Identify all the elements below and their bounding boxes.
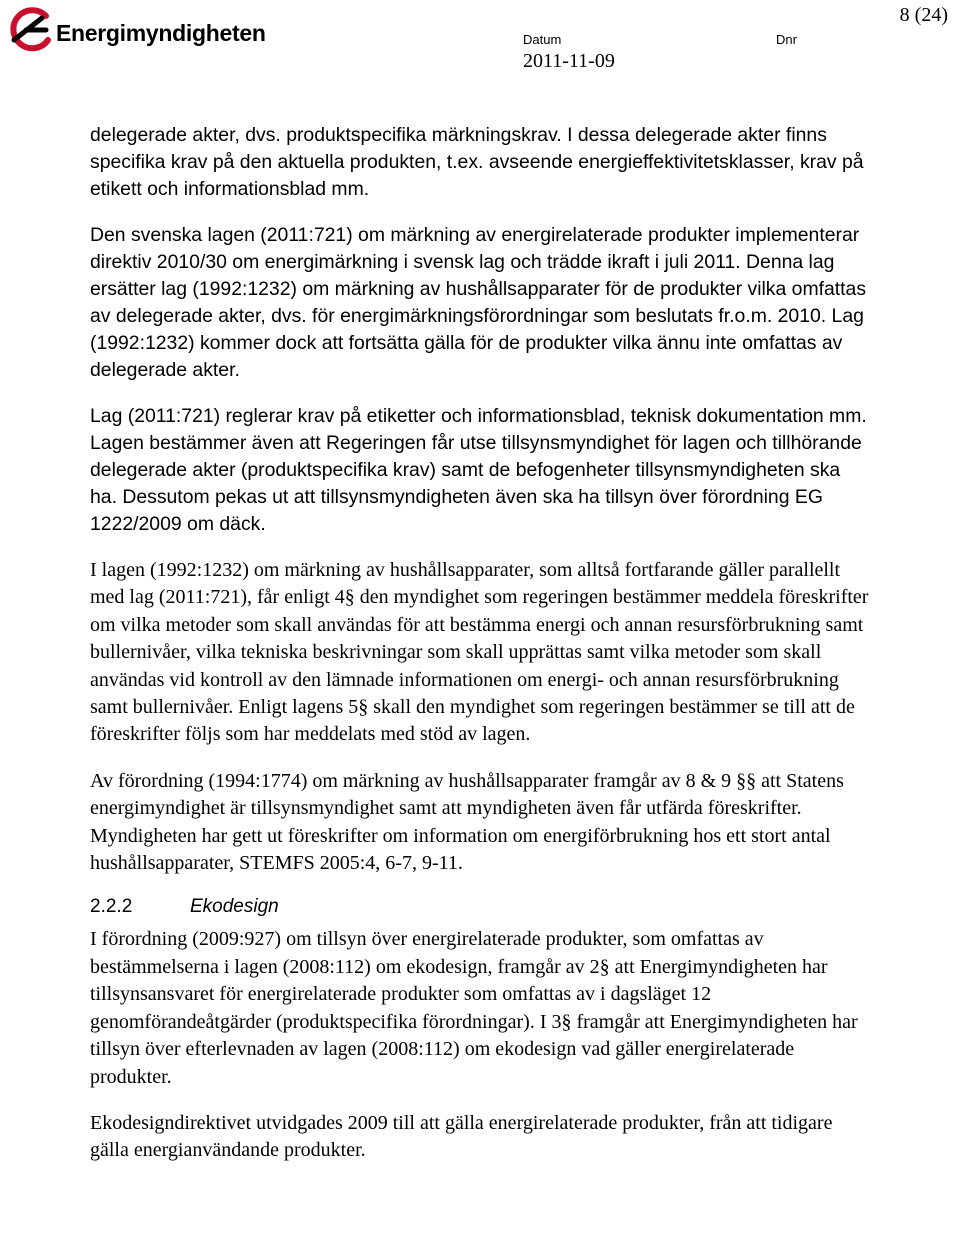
paragraph-1: delegerade akter, dvs. produktspecifika märkningskrav. I dessa delegerade akter finns specifika krav på den aktuella produkten, t.ex. avseende energieffektivitetsklasser, krav på etikett och informationsblad mm. xyxy=(90,124,864,200)
paragraph-3: Lag (2011:721) reglerar krav på etiketter och informationsblad, teknisk dokumentation mm. Lagen bestämmer även att Regeringen får utse tillsynsmyndighet för lagen och tillhörande delegerade akter (produktspecifika krav) samt de befogenheter tillsynsmyndigheten ska ha. Dessutom pekas ut att tillsynsmyndigheten även ska ha tillsyn över förordning EG 1222/2009 om däck. xyxy=(90,405,867,535)
logo-text: Energimyndigheten xyxy=(56,19,266,46)
section-title: Ekodesign xyxy=(190,896,279,918)
date-label: Datum xyxy=(523,32,562,47)
page-header xyxy=(0,0,960,80)
paragraph-2: Den svenska lagen (2011:721) om märkning av energirelaterade produkter implementerar direktiv 2010/30 om energimärkning i svensk lag och trädde ikraft i juli 2011. Denna lag ersätter lag (1992:1232) om märkning av hushållsapparater för de produkter vilka omfattas av delegerade akter, dvs. för energimärkningsförordningar som beslutats fr.o.m. 2010. Lag (1992:1232) kommer dock att fortsätta gälla för de produkter vilka ännu inte omfattas av delegerade akter. xyxy=(90,224,867,381)
section-heading xyxy=(90,896,870,918)
document-body xyxy=(90,122,870,1184)
dnr-label: Dnr xyxy=(776,32,797,47)
page-number: 8 (24) xyxy=(899,4,948,26)
date-value: 2011-11-09 xyxy=(523,50,615,72)
paragraph-7: Ekodesigndirektivet utvidgades 2009 till att gälla energirelaterade produkter, från att tidigare gälla energianvändande produkter. xyxy=(90,1111,833,1162)
logo-mark-icon xyxy=(6,6,54,54)
paragraph-4: I lagen (1992:1232) om märkning av hushållsapparater, som alltså fortfarande gäller parallellt med lag (2011:721), får enligt 4§ den myndighet som regeringen bestämmer meddela föreskrifter om vilka metoder som skall användas för att bestämma energi och annan resursförbrukning samt bullernivåer, vilka tekniska beskrivningar som skall upprättas samt vilka metoder som skall användas vid kontroll av den lämnade informationen om energi- och annan resursförbrukning samt bullernivåer. Enligt lagens 5§ skall den myndighet som regeringen bestämmer se till att de föreskrifter följs som har meddelats med stöd av lagen. xyxy=(90,559,869,746)
paragraph-5: Av förordning (1994:1774) om märkning av hushållsapparater framgår av 8 & 9 §§ att Statens energimyndighet är tillsynsmyndighet samt att myndigheten även får utfärda föreskrifter. Myndigheten har gett ut föreskrifter om information om energiförbrukning hos ett stort antal hushållsapparater, STEMFS 2005:4, 6-7, 9-11. xyxy=(90,769,844,875)
paragraph-6: I förordning (2009:927) om tillsyn över energirelaterade produkter, som omfattas av bestämmelserna i lagen (2008:112) om ekodesign, framgår av 2§ att Energimyndigheten har tillsynsansvaret för energirelaterade produkter som omfattas av i dagsläget 12 genomförandeåtgärder (produktspecifika förordningar). I 3§ framgår att Energimyndigheten har tillsyn över efterlevnaden av lagen (2008:112) om ekodesign vad gäller energirelaterade produkter. xyxy=(90,928,858,1088)
logo xyxy=(6,6,266,54)
section-number: 2.2.2 xyxy=(90,896,133,918)
